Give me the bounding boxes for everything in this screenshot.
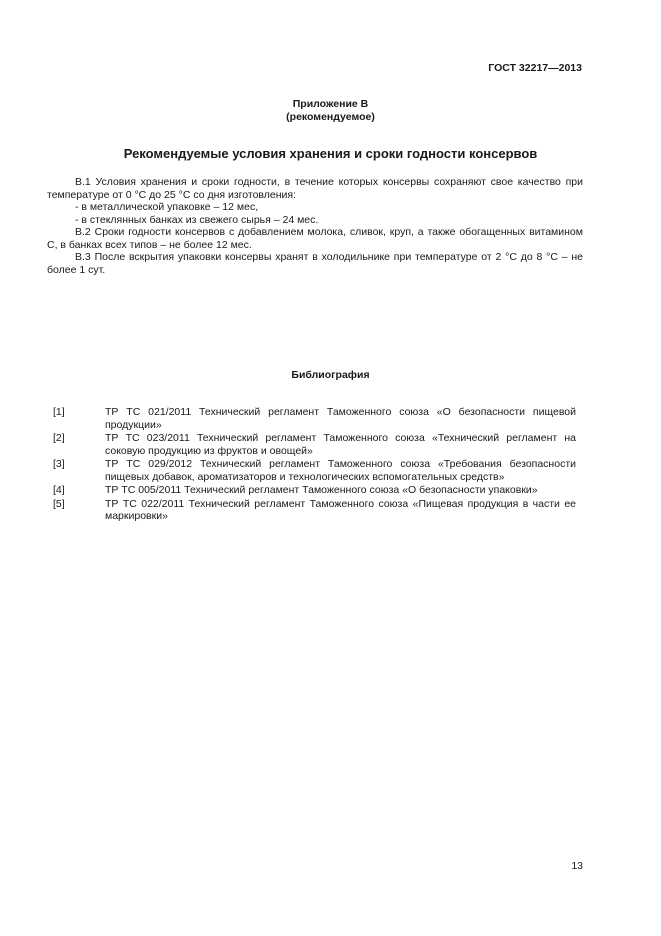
- bibliography-item: [53, 484, 576, 497]
- bibliography-item: [53, 432, 576, 457]
- list-item: - в металлической упаковке – 12 мес,: [75, 201, 259, 213]
- paragraph-b1: В.1 Условия хранения и сроки годности, в течение которых консервы сохраняют свое качество при температуре от 0 °С до 25 °С со дня изготовления:: [47, 176, 583, 201]
- bibliography-number: [2]: [53, 432, 65, 444]
- section-body: [47, 176, 583, 276]
- bibliography-text: ТР ТС 023/2011 Технический регламент Таможенного союза «Технический регламент на соковую продукцию из фруктов и овощей»: [105, 432, 576, 457]
- bibliography-item: [53, 498, 576, 523]
- bibliography-number: [1]: [53, 406, 65, 418]
- appendix-status: (рекомендуемое): [286, 111, 375, 123]
- bibliography-title: Библиография: [291, 369, 370, 381]
- section-title: Рекомендуемые условия хранения и сроки годности консервов: [123, 146, 538, 161]
- appendix-title: Приложение В: [292, 98, 369, 110]
- list-item: - в стеклянных банках из свежего сырья – 24 мес.: [75, 213, 319, 226]
- bibliography-item: [53, 458, 576, 483]
- bibliography-list: [53, 406, 576, 524]
- bibliography-number: [4]: [53, 484, 65, 496]
- bibliography-text: ТР ТС 021/2011 Технический регламент Таможенного союза «О безопасности пищевой продукции»: [105, 406, 576, 431]
- bibliography-text: ТР ТС 005/2011 Технический регламент Таможенного союза «О безопасности упаковки»: [105, 484, 538, 496]
- document-header: ГОСТ 32217—2013: [488, 62, 582, 74]
- bibliography-number: [3]: [53, 458, 65, 470]
- bibliography-item: [53, 406, 576, 431]
- bibliography-number: [5]: [53, 497, 65, 510]
- bibliography-text: ТР ТС 022/2011 Технический регламент Таможенного союза «Пищевая продукция в части ее маркировки»: [105, 497, 576, 522]
- paragraph-b3: В.3 После вскрытия упаковки консервы хранят в холодильнике при температуре от 2 °С до 8 °С – не более 1 сут.: [47, 251, 583, 276]
- page-number: 13: [571, 860, 583, 872]
- bibliography-text: ТР ТС 029/2012 Технический регламент Таможенного союза «Требования безопасности пищевых добавок, ароматизаторов и технологических вспомогательных средств»: [105, 458, 576, 483]
- paragraph-b2: В.2 Сроки годности консервов с добавлением молока, сливок, круп, а также обогащенных витамином С, в банках всех типов – не более 12 мес.: [47, 226, 583, 251]
